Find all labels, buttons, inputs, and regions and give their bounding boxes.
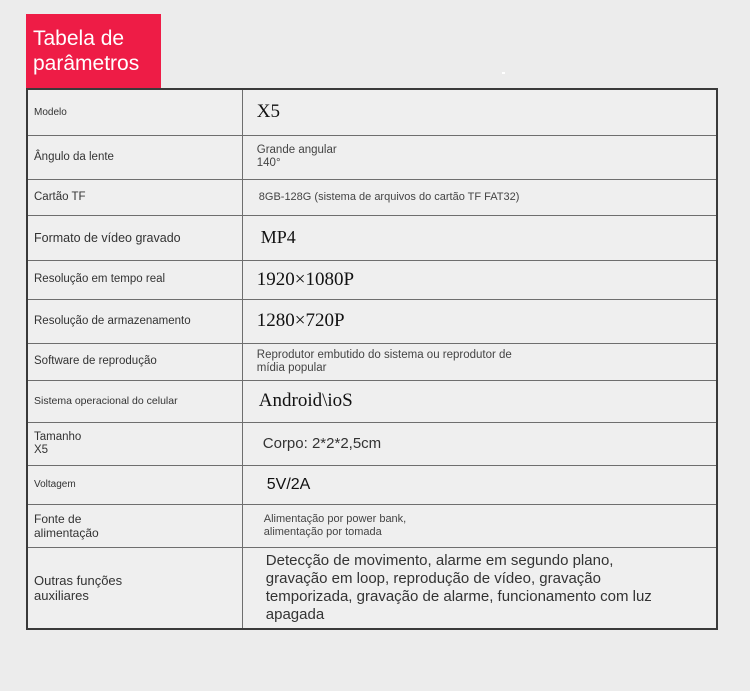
decorative-dot	[502, 72, 505, 74]
row-value: 5V/2A	[242, 465, 717, 504]
table-row	[27, 89, 717, 135]
table-row	[27, 547, 717, 629]
row-label: Cartão TF	[27, 179, 242, 215]
row-label: Ângulo da lente	[27, 135, 242, 179]
table-row	[27, 380, 717, 422]
row-value: Detecção de movimento, alarme em segundo plano, gravação em loop, reprodução de vídeo, gravação temporizada, gravação de alarme, funcionamento com luz apagada	[242, 547, 717, 629]
table-row	[27, 299, 717, 343]
row-label: Fonte de alimentação	[34, 511, 99, 540]
row-label: Software de reprodução	[27, 343, 242, 380]
title-line-1: Tabela de	[33, 27, 125, 50]
row-value: 8GB-128G (sistema de arquivos do cartão TF FAT32)	[242, 179, 717, 215]
table-row	[27, 179, 717, 215]
table-row	[27, 135, 717, 179]
row-value: Reprodutor embutido do sistema ou reprodutor de mídia popular	[256, 348, 512, 374]
row-value: MP4	[242, 215, 717, 260]
table-row	[27, 465, 717, 504]
row-value: Alimentação por power bank, alimentação por tomada	[263, 512, 407, 538]
table-row	[27, 260, 717, 299]
parameter-table	[26, 88, 718, 630]
row-value: Grande angular 140°	[256, 144, 337, 169]
table-row	[27, 215, 717, 260]
row-label: Outras funções auxiliares	[34, 572, 123, 603]
page-title	[26, 14, 161, 88]
row-value: Corpo: 2*2*2,5cm	[242, 422, 717, 465]
row-value: Android\ioS	[242, 380, 717, 422]
table-row	[27, 422, 717, 465]
row-label: Tamanho X5	[34, 430, 82, 456]
row-label: Sistema operacional do celular	[27, 380, 242, 422]
title-line-2: parâmetros	[33, 52, 140, 75]
row-value: X5	[242, 89, 717, 135]
table-row	[27, 343, 717, 380]
row-value: 1920×1080P	[242, 260, 717, 299]
row-label: Resolução em tempo real	[27, 260, 242, 299]
table-row	[27, 504, 717, 547]
row-label: Modelo	[27, 89, 242, 135]
row-label: Formato de vídeo gravado	[27, 215, 242, 260]
row-label: Voltagem	[27, 465, 242, 504]
row-label: Resolução de armazenamento	[27, 299, 242, 343]
row-value: 1280×720P	[242, 299, 717, 343]
